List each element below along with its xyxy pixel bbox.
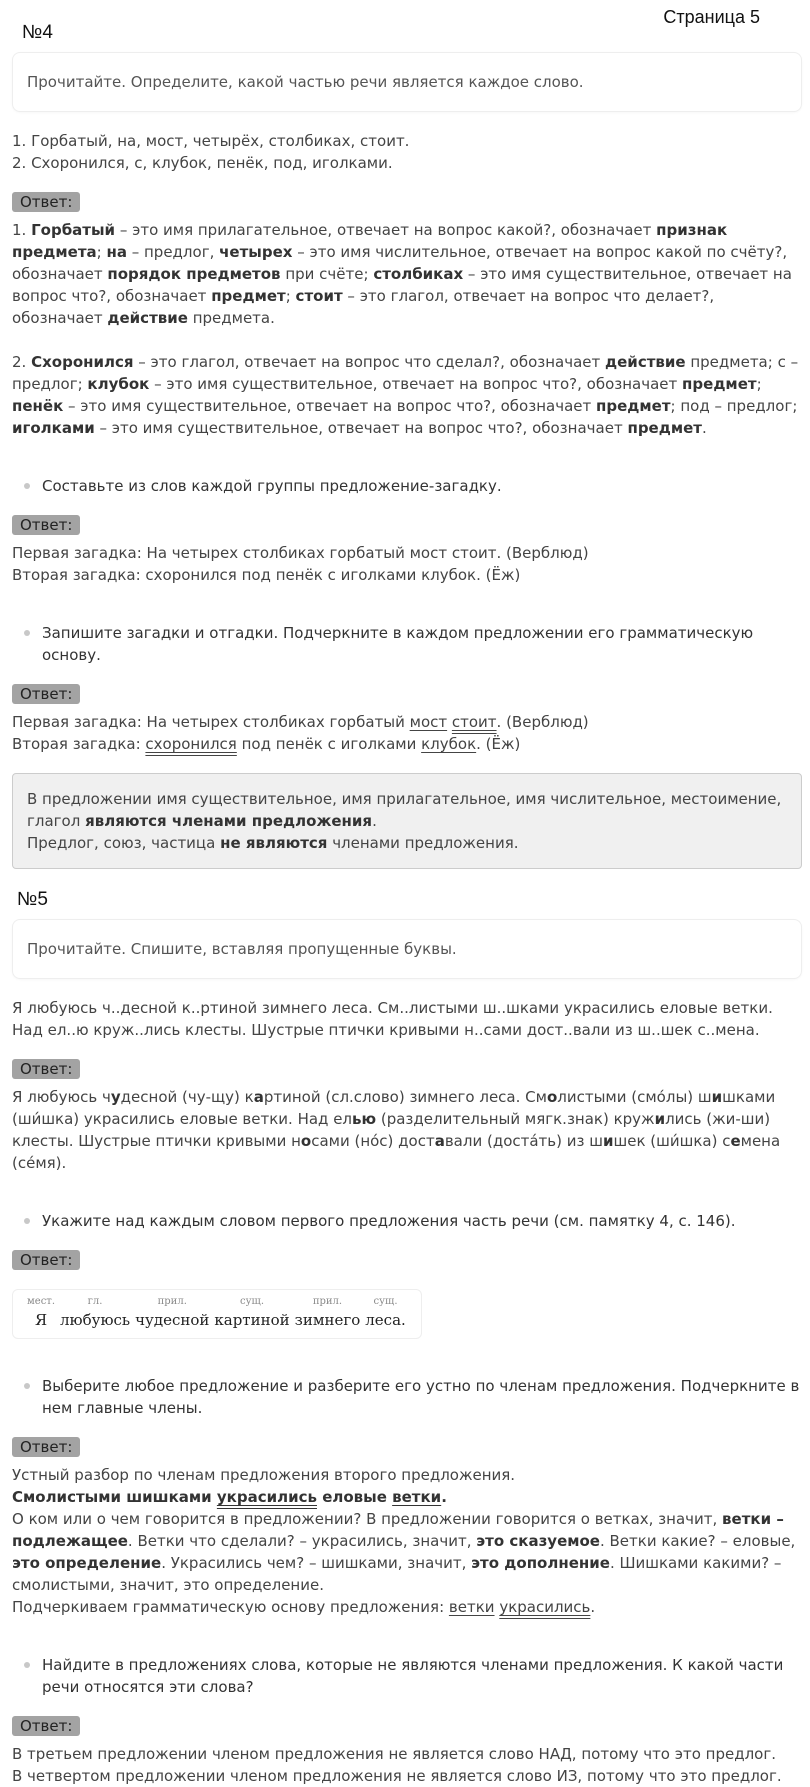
answer-non-members	[12, 1743, 802, 1787]
content	[12, 0, 802, 1787]
subject-underline: мост	[409, 713, 448, 731]
predicate-underline: украсились	[216, 1488, 317, 1506]
pos-annotation-image	[12, 1289, 422, 1339]
answer-badge: Ответ:	[12, 1059, 80, 1079]
task-number: №5	[17, 889, 48, 910]
subtask-parts-of-speech: Укажите над каждым словом первого предложения часть речи (см. памятку 4, с. 146).	[12, 1210, 802, 1232]
pos-word: Я	[34, 1311, 48, 1329]
answer-badge: Ответ:	[12, 1437, 80, 1457]
pos-word-cell	[365, 1296, 406, 1330]
page-number: Страница 5	[663, 7, 760, 27]
pos-word-cell	[295, 1296, 361, 1330]
word-groups	[12, 130, 802, 174]
pos-word: картиной	[214, 1311, 290, 1329]
subtask-sentence-analysis: Выберите любое предложение и разберите его устно по членам предложения. Подчеркните в нем главные члены.	[12, 1375, 802, 1419]
pos-word-cell	[214, 1296, 289, 1330]
answer-badge: Ответ:	[12, 1250, 80, 1270]
pos-tag: мест.	[27, 1296, 56, 1307]
subject-underline: клубок	[421, 735, 477, 753]
answer-badge: Ответ:	[12, 192, 80, 212]
rule-note-line-1: В предложении имя существительное, имя прилагательное, имя числительное, местоимение, глагол являются членами предложения.	[27, 790, 782, 830]
answer-badge: Ответ:	[12, 515, 80, 535]
pos-word-cell	[135, 1296, 209, 1330]
pos-tag: сущ.	[373, 1296, 398, 1307]
predicate-underline: схоронился	[145, 735, 237, 753]
answer-text: Я любуюсь чудесной (чу-щу) картиной (сл.слово) зимнего леса. Смолистыми (смóлы) шишками (ши́шка) украсились еловые ветки. Над елью (разделительный мягк.знак) кружились (жи-ши) клесты. Шустрые птички кривыми носами (нóс) доставали (достáть) из шишек (ши́шка) семена (се́мя).	[12, 1088, 781, 1172]
answer-sentence-analysis	[12, 1464, 802, 1618]
riddle-2: Вторая загадка: схоронился под пенёк с иголками клубок. (Ёж)	[12, 566, 521, 584]
pos-word-cell	[27, 1296, 55, 1330]
pos-row	[27, 1296, 411, 1330]
word-group-1: 1. Горбатый, на, мост, четырёх, столбиках, стоит.	[12, 132, 410, 150]
task-instruction	[12, 919, 802, 979]
pos-tag: прил.	[157, 1296, 187, 1307]
riddle-2-underlined: Вторая загадка: схоронился под пенёк с иголками клубок. (Ёж)	[12, 735, 521, 753]
subtask-non-members: Найдите в предложениях слова, которые не являются членами предложения. К какой части речи относятся эти слова?	[12, 1654, 802, 1698]
predicate-underline: стоит	[451, 713, 497, 731]
answer-riddles	[12, 542, 802, 586]
pos-tag: сущ.	[240, 1296, 264, 1307]
subtask-grammar-basis: Запишите загадки и отгадки. Подчеркните в каждом предложении его грамматическую основу.	[12, 622, 802, 666]
subtask-riddle: Составьте из слов каждой группы предложение-загадку.	[12, 475, 802, 497]
non-member-2: В четвертом предложении членом предложения не является слово ИЗ, потому что это предлог.	[12, 1767, 782, 1785]
rule-note-line-2: Предлог, союз, частица не являются членами предложения.	[27, 834, 519, 852]
analysis-conclusion: Подчеркиваем грамматическую основу предложения: ветки украсились.	[12, 1598, 596, 1616]
word-group-2: 2. Схоронился, с, клубок, пенёк, под, иголками.	[12, 154, 393, 172]
answer-paragraph-2: 2. Схоронился – это глагол, отвечает на вопрос что сделал?, обозначает действие предмета; с – предлог; клубок – это имя существительное, отвечает на вопрос что?, обозначает предмет; пенёк – это имя существительное, отвечает на вопрос что?, обозначает предмет; под – предлог; иголками – это имя существительное, отвечает на вопрос что?, обозначает предмет.	[12, 353, 799, 437]
predicate-underline: украсились	[499, 1598, 591, 1616]
riddle-1: Первая загадка: На четырех столбиках горбатый мост стоит. (Верблюд)	[12, 544, 589, 562]
answer-pos-wrapper	[12, 1271, 802, 1339]
answer-badge: Ответ:	[12, 684, 80, 704]
riddle-1-underlined: Первая загадка: На четырех столбиках горбатый мост стоит. (Верблюд)	[12, 713, 589, 731]
instruction-text: Прочитайте. Определите, какой частью речи является каждое слово.	[27, 73, 584, 91]
pos-word: чудесной	[135, 1311, 210, 1329]
answer-badge: Ответ:	[12, 1716, 80, 1736]
subject-underline: ветки	[392, 1488, 442, 1506]
pos-word: зимнего	[294, 1311, 361, 1329]
pos-tag: прил.	[312, 1296, 343, 1307]
answer-paragraph-1: 1. Горбатый – это имя прилагательное, отвечает на вопрос какой?, обозначает признак предмета; на – предлог, четырех – это имя числительное, отвечает на вопрос какой по счёту?, обозначает порядок предметов при счёте; столбиках – это имя существительное, отвечает на вопрос что?, обозначает предмет; стоит – это глагол, отвечает на вопрос что делает?, обозначает действие предмета.	[12, 221, 792, 327]
non-member-1: В третьем предложении членом предложения не является слово НАД, потому что это предлог.	[12, 1745, 777, 1763]
subject-underline: ветки	[448, 1598, 495, 1616]
pos-word: леса.	[365, 1311, 406, 1329]
exercise-text: Я любуюсь ч..десной к..ртиной зимнего леса. См..листыми ш..шками украсились еловые ветки. Над ел..ю круж..лись клесты. Шустрые птички кривыми н..сами дост..вали из ш..шек с..мена.	[12, 999, 773, 1039]
answer-parts-of-speech	[12, 219, 802, 439]
answer-grammar-basis	[12, 711, 802, 755]
pos-word: любуюсь	[60, 1311, 131, 1329]
analysis-explanation: О ком или о чем говорится в предложении? В предложении говорится о ветках, значит, ветки – подлежащее. Ветки что сделали? – украсились, значит, это сказуемое. Ветки какие? – еловые, это определение. Украсились чем? – шишками, значит, это дополнение. Шишками какими? – смолистыми, значит, это определение.	[12, 1510, 796, 1594]
analysis-sentence: Смолистыми шишками украсились еловые ветки.	[12, 1488, 447, 1506]
pos-tag: гл.	[87, 1296, 103, 1307]
pos-word-cell	[60, 1296, 130, 1330]
rule-note	[12, 773, 802, 869]
answer-filled-letters	[12, 1086, 802, 1174]
instruction-text: Прочитайте. Спишите, вставляя пропущенные буквы.	[27, 940, 457, 958]
analysis-intro: Устный разбор по членам предложения второго предложения.	[12, 1466, 516, 1484]
task-instruction	[12, 52, 802, 112]
task-number: №4	[22, 22, 53, 43]
